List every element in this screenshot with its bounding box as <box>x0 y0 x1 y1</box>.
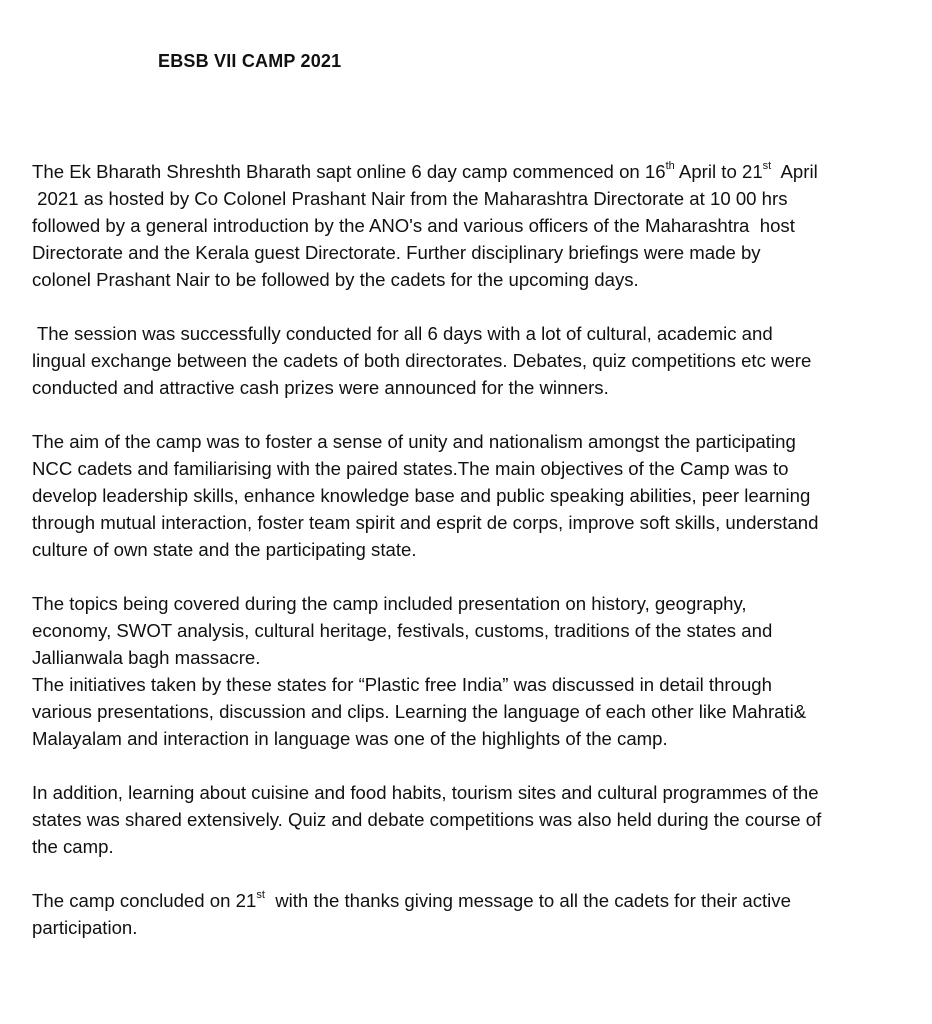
text-line: In addition, learning about cuisine and food habits, tourism sites and cultural programmes of the <box>32 782 819 803</box>
paragraph-camp-intro <box>32 158 912 293</box>
paragraph-spacer <box>32 563 912 590</box>
text-line: culture of own state and the participating state. <box>32 539 417 560</box>
text-line: lingual exchange between the cadets of both directorates. Debates, quiz competitions etc were <box>32 350 812 371</box>
text-line: The topics being covered during the camp included presentation on history, geography, <box>32 593 747 614</box>
text-line: 2021 as hosted by Co Colonel Prashant Nair from the Maharashtra Directorate at 10 00 hrs <box>32 188 788 209</box>
text-line: The Ek Bharath Shreshth Bharath sapt online 6 day camp commenced on 16th April to 21st April <box>32 159 818 182</box>
text-line: The aim of the camp was to foster a sense of unity and nationalism amongst the participating <box>32 431 796 452</box>
text-line: develop leadership skills, enhance knowledge base and public speaking abilities, peer learning <box>32 485 811 506</box>
text-line: the camp. <box>32 836 114 857</box>
text-line: various presentations, discussion and clips. Learning the language of each other like Mahrati& <box>32 701 807 722</box>
text-line: economy, SWOT analysis, cultural heritage, festivals, customs, traditions of the states and <box>32 620 773 641</box>
text-line: The session was successfully conducted for all 6 days with a lot of cultural, academic and <box>32 323 773 344</box>
paragraph-conclusion <box>32 887 912 941</box>
text-line: followed by a general introduction by the ANO's and various officers of the Maharashtra host <box>32 215 795 236</box>
paragraph-spacer <box>32 293 912 320</box>
text-line: The camp concluded on 21st with the thanks giving message to all the cadets for their active <box>32 888 791 911</box>
paragraph-spacer <box>32 860 912 887</box>
paragraph-session <box>32 320 912 401</box>
text-line: Jallianwala bagh massacre. <box>32 647 261 668</box>
paragraph-aim <box>32 428 912 563</box>
paragraph-topics <box>32 590 912 752</box>
text-line: states was shared extensively. Quiz and debate competitions was also held during the course of <box>32 809 822 830</box>
paragraph-spacer <box>32 752 912 779</box>
text-line: participation. <box>32 917 138 938</box>
text-line: The initiatives taken by these states for “Plastic free India” was discussed in detail through <box>32 674 772 695</box>
document-title: EBSB VII CAMP 2021 <box>158 51 342 71</box>
text-line: Malayalam and interaction in language was one of the highlights of the camp. <box>32 728 668 749</box>
document-body <box>32 158 912 941</box>
text-line: conducted and attractive cash prizes were announced for the winners. <box>32 377 609 398</box>
text-line: colonel Prashant Nair to be followed by the cadets for the upcoming days. <box>32 269 639 290</box>
text-line: NCC cadets and familiarising with the paired states.The main objectives of the Camp was to <box>32 458 789 479</box>
text-line: Directorate and the Kerala guest Directorate. Further disciplinary briefings were made by <box>32 242 761 263</box>
paragraph-cuisine <box>32 779 912 860</box>
text-line: through mutual interaction, foster team spirit and esprit de corps, improve soft skills, understand <box>32 512 819 533</box>
paragraph-spacer <box>32 401 912 428</box>
